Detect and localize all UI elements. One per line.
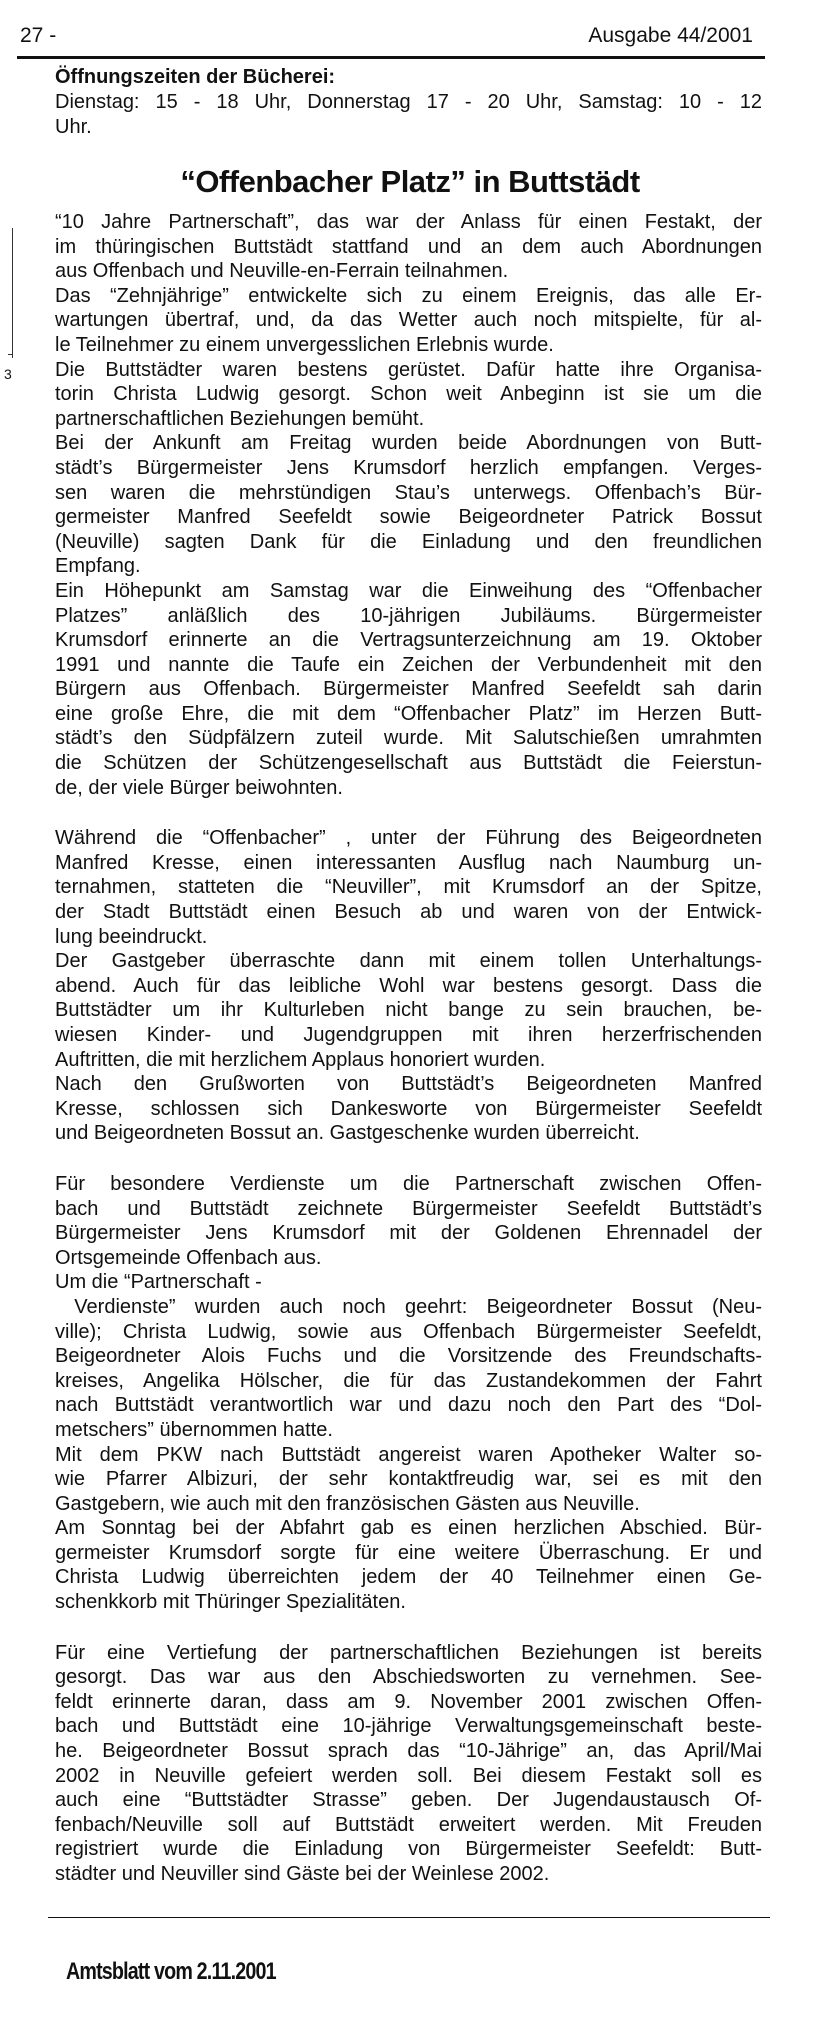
- article-body: [55, 210, 762, 1887]
- text-line: Nach den Grußworten von Buttstädt’s Beigeordneten Manfred: [55, 1073, 762, 1096]
- paragraph: [55, 1516, 762, 1614]
- text-line: germeister Krumsdorf sorgte für eine weitere Überraschung. Er und: [55, 1541, 762, 1564]
- text-line: städt’s Bürgermeister Jens Krumsdorf herzlich empfangen. Verges-: [55, 456, 762, 479]
- article-section: [55, 826, 762, 1146]
- header-rule: [17, 56, 765, 59]
- text-line: nach Buttstädt verantwortlich war und dazu noch den Part des “Dol-: [55, 1394, 762, 1417]
- text-line: schenkkorb mit Thüringer Spezialitäten.: [55, 1591, 406, 1614]
- text-line: eine große Ehre, die mit dem “Offenbacher Platz” im Herzen Butt-: [55, 702, 762, 725]
- text-line: ternahmen, statteten die “Neuviller”, mit Krumsdorf an der Spitze,: [55, 876, 762, 899]
- text-line: Der Gastgeber überraschte dann mit einem tollen Unterhaltungs-: [55, 950, 762, 973]
- text-line: Kresse, schlossen sich Dankesworte von Bürgermeister Seefeldt: [55, 1097, 762, 1120]
- hours-line: Dienstag: 15 - 18 Uhr, Donnerstag 17 - 20 Uhr, Samstag: 10 - 12: [55, 91, 762, 113]
- text-line: he. Beigeordneter Bossut sprach das “10-Jährige” an, das April/Mai: [55, 1740, 762, 1763]
- text-line: feldt erinnerte daran, dass am 9. November 2001 zwischen Offen-: [55, 1690, 762, 1713]
- text-line: Am Sonntag bei der Abfahrt gab es einen herzlichen Abschied. Bür-: [55, 1517, 762, 1540]
- text-line: städt’s den Südpfälzern zuteil wurde. Mit Salutschießen umrahmten: [55, 727, 762, 750]
- text-line: Ortsgemeinde Offenbach aus.: [55, 1246, 322, 1269]
- text-line: torin Christa Ludwig gesorgt. Schon weit Anbeginn ist sie um die: [55, 383, 762, 406]
- text-line: städter und Neuviller sind Gäste bei der Weinlese 2002.: [55, 1863, 550, 1885]
- text-line: lung beeindruckt.: [55, 925, 208, 948]
- text-line: wartungen übertraf, und, da das Wetter auch noch mitspielte, für al-: [55, 309, 762, 332]
- paragraph: [55, 1641, 762, 1887]
- text-line: “10 Jahre Partnerschaft”, das war der Anlass für einen Festakt, der: [55, 211, 762, 233]
- text-line: germeister Manfred Seefeldt sowie Beigeordneter Patrick Bossut: [55, 506, 762, 529]
- text-line: wiesen Kinder- und Jugendgruppen mit ihren herzerfrischenden: [55, 1024, 762, 1046]
- text-line: aus Offenbach und Neuville-en-Ferrain teilnahmen.: [55, 260, 509, 283]
- hours-line: Uhr.: [55, 115, 92, 138]
- paragraph: [55, 1443, 762, 1517]
- text-line: 2002 in Neuville gefeiert werden soll. Bei diesem Festakt soll es: [55, 1764, 762, 1787]
- text-line: le Teilnehmer zu einem unvergesslichen Erlebnis wurde.: [55, 333, 554, 356]
- paragraph: [55, 1295, 762, 1443]
- text-line: Für eine Vertiefung der partnerschaftlichen Beziehungen ist bereits: [55, 1641, 762, 1664]
- text-line: Um die “Partnerschaft -: [55, 1271, 262, 1294]
- text-line: (Neuville) sagten Dank für die Einladung und den freundlichen: [55, 530, 762, 553]
- text-line: auch eine “Buttstädter Strasse” geben. Der Jugendaustausch Of-: [55, 1789, 762, 1812]
- text-line: Das “Zehnjährige” entwickelte sich zu einem Ereignis, das alle Er-: [55, 284, 762, 307]
- text-line: im thüringischen Buttstädt stattfand und an dem auch Abordnungen: [55, 235, 762, 258]
- paragraph: [55, 579, 762, 800]
- text-line: Verdienste” wurden auch noch geehrt: Beigeordneter Bossut (Neu-: [55, 1295, 762, 1318]
- text-line: Empfang.: [55, 555, 141, 578]
- text-line: Auftritten, die mit herzlichem Applaus honoriert wurden.: [55, 1048, 546, 1071]
- paragraph: [55, 358, 762, 432]
- text-line: Krumsdorf erinnerte an die Vertragsunterzeichnung am 19. Oktober: [55, 629, 762, 652]
- text-line: partnerschaftlichen Beziehungen bemüht.: [55, 407, 425, 430]
- text-line: Die Buttstädter waren bestens gerüstet. Dafür hatte ihre Organisa-: [55, 358, 762, 381]
- text-line: Bürgermeister Jens Krumsdorf mit der Goldenen Ehrennadel der: [55, 1222, 762, 1245]
- text-line: Buttstädter um ihr Kulturleben nicht bange zu sein brauchen, be-: [55, 999, 762, 1022]
- text-line: Mit dem PKW nach Buttstädt angereist waren Apotheker Walter so-: [55, 1443, 762, 1466]
- text-line: Für besondere Verdienste um die Partnerschaft zwischen Offen-: [55, 1172, 762, 1195]
- text-line: wie Pfarrer Albizuri, der sehr kontaktfreudig war, sei es mit den: [55, 1468, 762, 1491]
- article-section: [55, 210, 762, 800]
- article-section: [55, 1641, 762, 1887]
- text-line: bach und Buttstädt zeichnete Bürgermeister Seefeldt Buttstädt’s: [55, 1197, 762, 1220]
- issue-label: Ausgabe 44/2001: [588, 24, 753, 47]
- text-line: und Beigeordneten Bossut an. Gastgeschenke wurden überreicht.: [55, 1122, 640, 1145]
- paragraph: [55, 431, 762, 579]
- margin-tick: [8, 354, 13, 355]
- text-line: Bürgern aus Offenbach. Bürgermeister Manfred Seefeldt sah darin: [55, 678, 762, 701]
- paragraph: [55, 1172, 762, 1270]
- text-line: Ein Höhepunkt am Samstag war die Einweihung des “Offenbacher: [55, 579, 762, 602]
- text-line: fenbach/Neuville soll auf Buttstädt erweitert werden. Mit Freuden: [55, 1813, 762, 1836]
- text-line: ville); Christa Ludwig, sowie aus Offenbach Bürgermeister Seefeldt,: [55, 1320, 762, 1343]
- page-number: 27 -: [20, 24, 57, 47]
- source-note: Amtsblatt vom 2.11.2001: [66, 1958, 276, 1985]
- text-line: Gastgebern, wie auch mit den französischen Gästen aus Neuville.: [55, 1492, 640, 1515]
- library-hours: [55, 90, 762, 139]
- text-line: die Schützen der Schützengesellschaft aus Buttstädt die Feierstun-: [55, 752, 762, 775]
- paragraph: [55, 826, 762, 949]
- margin-line: [12, 228, 13, 358]
- text-line: Bei der Ankunft am Freitag wurden beide Abordnungen von Butt-: [55, 432, 762, 455]
- text-line: abend. Auch für das leibliche Wohl war bestens gesorgt. Dass die: [55, 974, 762, 997]
- text-line: metschers” übernommen hatte.: [55, 1418, 333, 1441]
- text-line: de, der viele Bürger beiwohnten.: [55, 776, 343, 799]
- paragraph: [55, 1270, 762, 1295]
- paragraph: [55, 284, 762, 358]
- paragraph: [55, 949, 762, 1072]
- article-section: [55, 1172, 762, 1615]
- text-line: registriert wurde die Einladung von Bürgermeister Seefeldt: Butt-: [55, 1838, 762, 1861]
- paragraph: [55, 210, 762, 284]
- paragraph: [55, 1072, 762, 1146]
- footer-rule: [48, 1917, 770, 1918]
- text-line: sen waren die mehrstündigen Stau’s unterwegs. Offenbach’s Bür-: [55, 481, 762, 504]
- text-line: Platzes” anläßlich des 10-jährigen Jubiläums. Bürgermeister: [55, 604, 762, 627]
- library-hours-heading: Öffnungszeiten der Bücherei:: [55, 66, 336, 88]
- margin-mark: 3: [4, 366, 12, 382]
- text-line: kreises, Angelika Hölscher, die für das Zustandekommen der Fahrt: [55, 1369, 762, 1392]
- text-line: Während die “Offenbacher” , unter der Führung des Beigeordneten: [55, 827, 762, 850]
- text-line: der Stadt Buttstädt einen Besuch ab und waren von der Entwick-: [55, 901, 762, 924]
- text-line: 1991 und nannte die Taufe ein Zeichen der Verbundenheit mit den: [55, 653, 762, 676]
- text-line: Beigeordneter Alois Fuchs und die Vorsitzende des Freundschafts-: [55, 1345, 762, 1368]
- article-title: “Offenbacher Platz” in Buttstädt: [180, 164, 640, 199]
- text-line: Christa Ludwig überreichten jedem der 40 Teilnehmer einen Ge-: [55, 1566, 762, 1589]
- text-line: gesorgt. Das war aus den Abschiedsworten zu vernehmen. See-: [55, 1666, 762, 1689]
- text-line: Manfred Kresse, einen interessanten Ausflug nach Naumburg un-: [55, 851, 762, 874]
- text-line: bach und Buttstädt eine 10-jährige Verwaltungsgemeinschaft beste-: [55, 1715, 762, 1738]
